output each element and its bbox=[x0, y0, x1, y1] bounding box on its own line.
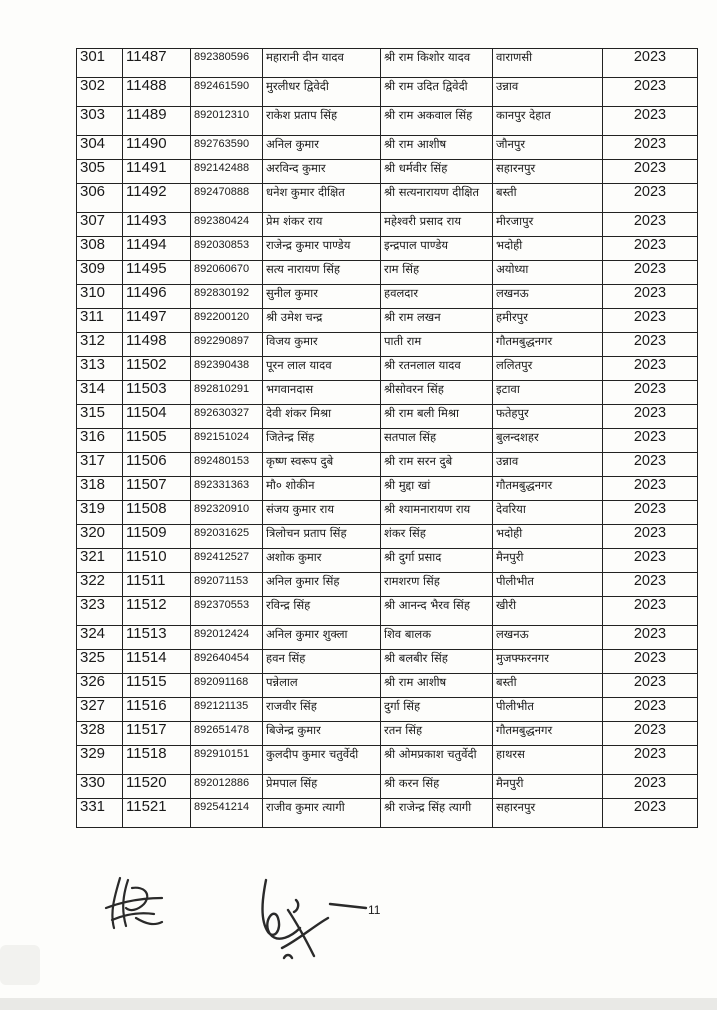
name-cell: अनिल कुमार bbox=[263, 136, 381, 160]
serial-number-cell: 322 bbox=[77, 573, 123, 597]
district-cell: देवरिया bbox=[493, 501, 603, 525]
year-cell: 2023 bbox=[603, 381, 698, 405]
table-row bbox=[77, 799, 698, 828]
registration-number-cell: 11521 bbox=[123, 799, 191, 828]
district-cell: पीलीभीत bbox=[493, 698, 603, 722]
district-cell: खीरी bbox=[493, 597, 603, 626]
serial-number-cell: 321 bbox=[77, 549, 123, 573]
id-number-cell: 892910151 bbox=[191, 746, 263, 775]
district-cell: बुलन्दशहर bbox=[493, 429, 603, 453]
table-row bbox=[77, 285, 698, 309]
year-cell: 2023 bbox=[603, 261, 698, 285]
district-cell: हमीरपुर bbox=[493, 309, 603, 333]
father-name-cell: श्री सत्यनारायण दीक्षित bbox=[381, 184, 493, 213]
serial-number-cell: 308 bbox=[77, 237, 123, 261]
name-cell: कुलदीप कुमार चतुर्वेदी bbox=[263, 746, 381, 775]
id-number-cell: 892470888 bbox=[191, 184, 263, 213]
id-number-cell: 892012886 bbox=[191, 775, 263, 799]
table-row bbox=[77, 405, 698, 429]
father-name-cell: दुर्गा सिंह bbox=[381, 698, 493, 722]
district-cell: अयोध्या bbox=[493, 261, 603, 285]
id-number-cell: 892200120 bbox=[191, 309, 263, 333]
name-cell: अरविन्द कुमार bbox=[263, 160, 381, 184]
father-name-cell: महेश्वरी प्रसाद राय bbox=[381, 213, 493, 237]
registration-number-cell: 11495 bbox=[123, 261, 191, 285]
table-row bbox=[77, 261, 698, 285]
year-cell: 2023 bbox=[603, 285, 698, 309]
name-cell: राजीव कुमार त्यागी bbox=[263, 799, 381, 828]
district-cell: सहारनपुर bbox=[493, 160, 603, 184]
name-cell: सुनील कुमार bbox=[263, 285, 381, 309]
year-cell: 2023 bbox=[603, 573, 698, 597]
district-cell: उन्नाव bbox=[493, 453, 603, 477]
district-cell: गौतमबुद्धनगर bbox=[493, 722, 603, 746]
serial-number-cell: 323 bbox=[77, 597, 123, 626]
table-row bbox=[77, 78, 698, 107]
father-name-cell: श्री राम अकवाल सिंह bbox=[381, 107, 493, 136]
registration-number-cell: 11506 bbox=[123, 453, 191, 477]
id-number-cell: 892012310 bbox=[191, 107, 263, 136]
year-cell: 2023 bbox=[603, 429, 698, 453]
table-row bbox=[77, 477, 698, 501]
table-row bbox=[77, 650, 698, 674]
id-number-cell: 892331363 bbox=[191, 477, 263, 501]
registration-number-cell: 11507 bbox=[123, 477, 191, 501]
registration-number-cell: 11498 bbox=[123, 333, 191, 357]
name-cell: देवी शंकर मिश्रा bbox=[263, 405, 381, 429]
name-cell: राकेश प्रताप सिंह bbox=[263, 107, 381, 136]
year-cell: 2023 bbox=[603, 722, 698, 746]
registration-number-cell: 11488 bbox=[123, 78, 191, 107]
father-name-cell: हवलदार bbox=[381, 285, 493, 309]
table-row bbox=[77, 333, 698, 357]
id-number-cell: 892390438 bbox=[191, 357, 263, 381]
district-cell: मैनपुरी bbox=[493, 775, 603, 799]
father-name-cell: श्री आनन्द भैरव सिंह bbox=[381, 597, 493, 626]
id-number-cell: 892091168 bbox=[191, 674, 263, 698]
serial-number-cell: 315 bbox=[77, 405, 123, 429]
page-number: 11 bbox=[368, 903, 381, 917]
table-row bbox=[77, 597, 698, 626]
registration-number-cell: 11520 bbox=[123, 775, 191, 799]
signature-center bbox=[248, 870, 368, 965]
id-number-cell: 892630327 bbox=[191, 405, 263, 429]
father-name-cell: श्री राम किशोर यादव bbox=[381, 49, 493, 78]
year-cell: 2023 bbox=[603, 453, 698, 477]
district-cell: मुजफ्फरनगर bbox=[493, 650, 603, 674]
year-cell: 2023 bbox=[603, 597, 698, 626]
name-cell: पूरन लाल यादव bbox=[263, 357, 381, 381]
district-cell: ललितपुर bbox=[493, 357, 603, 381]
registration-number-cell: 11516 bbox=[123, 698, 191, 722]
name-cell: भगवानदास bbox=[263, 381, 381, 405]
registration-number-cell: 11505 bbox=[123, 429, 191, 453]
registration-number-cell: 11491 bbox=[123, 160, 191, 184]
district-cell: कानपुर देहात bbox=[493, 107, 603, 136]
id-number-cell: 892012424 bbox=[191, 626, 263, 650]
registration-number-cell: 11512 bbox=[123, 597, 191, 626]
serial-number-cell: 312 bbox=[77, 333, 123, 357]
serial-number-cell: 328 bbox=[77, 722, 123, 746]
table-row bbox=[77, 49, 698, 78]
year-cell: 2023 bbox=[603, 549, 698, 573]
id-number-cell: 892320910 bbox=[191, 501, 263, 525]
id-number-cell: 892030853 bbox=[191, 237, 263, 261]
district-cell: भदोही bbox=[493, 237, 603, 261]
year-cell: 2023 bbox=[603, 525, 698, 549]
name-cell: राजवीर सिंह bbox=[263, 698, 381, 722]
father-name-cell: श्री राम सरन दुबे bbox=[381, 453, 493, 477]
father-name-cell: रतन सिंह bbox=[381, 722, 493, 746]
id-number-cell: 892071153 bbox=[191, 573, 263, 597]
year-cell: 2023 bbox=[603, 405, 698, 429]
table-row bbox=[77, 160, 698, 184]
year-cell: 2023 bbox=[603, 674, 698, 698]
id-number-cell: 892640454 bbox=[191, 650, 263, 674]
year-cell: 2023 bbox=[603, 799, 698, 828]
registration-number-cell: 11514 bbox=[123, 650, 191, 674]
registration-number-cell: 11493 bbox=[123, 213, 191, 237]
year-cell: 2023 bbox=[603, 160, 698, 184]
id-number-cell: 892380596 bbox=[191, 49, 263, 78]
district-cell: पीलीभीत bbox=[493, 573, 603, 597]
table-row bbox=[77, 501, 698, 525]
serial-number-cell: 310 bbox=[77, 285, 123, 309]
name-cell: धनेश कुमार दीक्षित bbox=[263, 184, 381, 213]
name-cell: अशोक कुमार bbox=[263, 549, 381, 573]
registration-number-cell: 11503 bbox=[123, 381, 191, 405]
serial-number-cell: 318 bbox=[77, 477, 123, 501]
father-name-cell: श्री राम आशीष bbox=[381, 136, 493, 160]
district-cell: मीरजापुर bbox=[493, 213, 603, 237]
id-number-cell: 892121135 bbox=[191, 698, 263, 722]
serial-number-cell: 311 bbox=[77, 309, 123, 333]
id-number-cell: 892412527 bbox=[191, 549, 263, 573]
serial-number-cell: 302 bbox=[77, 78, 123, 107]
serial-number-cell: 307 bbox=[77, 213, 123, 237]
serial-number-cell: 330 bbox=[77, 775, 123, 799]
father-name-cell: श्री करन सिंह bbox=[381, 775, 493, 799]
name-cell: हवन सिंह bbox=[263, 650, 381, 674]
district-cell: लखनऊ bbox=[493, 285, 603, 309]
registration-number-cell: 11504 bbox=[123, 405, 191, 429]
name-cell: त्रिलोचन प्रताप सिंह bbox=[263, 525, 381, 549]
name-cell: कृष्ण स्वरूप दुबे bbox=[263, 453, 381, 477]
father-name-cell: श्री मुद्दा खां bbox=[381, 477, 493, 501]
table-row bbox=[77, 453, 698, 477]
serial-number-cell: 326 bbox=[77, 674, 123, 698]
father-name-cell: सतपाल सिंह bbox=[381, 429, 493, 453]
id-number-cell: 892151024 bbox=[191, 429, 263, 453]
id-number-cell: 892763590 bbox=[191, 136, 263, 160]
father-name-cell: शिव बालक bbox=[381, 626, 493, 650]
id-number-cell: 892480153 bbox=[191, 453, 263, 477]
year-cell: 2023 bbox=[603, 650, 698, 674]
table-row bbox=[77, 213, 698, 237]
id-number-cell: 892541214 bbox=[191, 799, 263, 828]
year-cell: 2023 bbox=[603, 309, 698, 333]
table-row bbox=[77, 237, 698, 261]
district-cell: सहारनपुर bbox=[493, 799, 603, 828]
registration-number-cell: 11508 bbox=[123, 501, 191, 525]
id-number-cell: 892651478 bbox=[191, 722, 263, 746]
name-cell: संजय कुमार राय bbox=[263, 501, 381, 525]
id-number-cell: 892461590 bbox=[191, 78, 263, 107]
father-name-cell: श्री ओमप्रकाश चतुर्वेदी bbox=[381, 746, 493, 775]
district-cell: गौतमबुद्धनगर bbox=[493, 333, 603, 357]
district-cell: भदोही bbox=[493, 525, 603, 549]
year-cell: 2023 bbox=[603, 78, 698, 107]
father-name-cell: श्रीसोवरन सिंह bbox=[381, 381, 493, 405]
year-cell: 2023 bbox=[603, 107, 698, 136]
table-row bbox=[77, 429, 698, 453]
id-number-cell: 892290897 bbox=[191, 333, 263, 357]
table-row bbox=[77, 107, 698, 136]
id-number-cell: 892142488 bbox=[191, 160, 263, 184]
serial-number-cell: 320 bbox=[77, 525, 123, 549]
year-cell: 2023 bbox=[603, 333, 698, 357]
registration-number-cell: 11511 bbox=[123, 573, 191, 597]
father-name-cell: श्री राम आशीष bbox=[381, 674, 493, 698]
id-number-cell: 892830192 bbox=[191, 285, 263, 309]
serial-number-cell: 304 bbox=[77, 136, 123, 160]
serial-number-cell: 305 bbox=[77, 160, 123, 184]
id-number-cell: 892370553 bbox=[191, 597, 263, 626]
serial-number-cell: 317 bbox=[77, 453, 123, 477]
name-cell: महारानी दीन यादव bbox=[263, 49, 381, 78]
year-cell: 2023 bbox=[603, 49, 698, 78]
year-cell: 2023 bbox=[603, 357, 698, 381]
serial-number-cell: 316 bbox=[77, 429, 123, 453]
year-cell: 2023 bbox=[603, 477, 698, 501]
father-name-cell: श्री राम उदित द्विवेदी bbox=[381, 78, 493, 107]
name-cell: राजेन्द्र कुमार पाण्डेय bbox=[263, 237, 381, 261]
table-row bbox=[77, 775, 698, 799]
serial-number-cell: 303 bbox=[77, 107, 123, 136]
name-cell: अनिल कुमार शुक्ला bbox=[263, 626, 381, 650]
serial-number-cell: 331 bbox=[77, 799, 123, 828]
table-row bbox=[77, 626, 698, 650]
father-name-cell: श्री रतनलाल यादव bbox=[381, 357, 493, 381]
father-name-cell: श्री बलबीर सिंह bbox=[381, 650, 493, 674]
serial-number-cell: 325 bbox=[77, 650, 123, 674]
serial-number-cell: 327 bbox=[77, 698, 123, 722]
name-cell: प्रेम शंकर राय bbox=[263, 213, 381, 237]
serial-number-cell: 306 bbox=[77, 184, 123, 213]
roster-body bbox=[77, 49, 698, 828]
registration-number-cell: 11494 bbox=[123, 237, 191, 261]
name-cell: रविन्द्र सिंह bbox=[263, 597, 381, 626]
table-row bbox=[77, 698, 698, 722]
registration-number-cell: 11518 bbox=[123, 746, 191, 775]
district-cell: गौतमबुद्धनगर bbox=[493, 477, 603, 501]
name-cell: विजय कुमार bbox=[263, 333, 381, 357]
table-row bbox=[77, 525, 698, 549]
district-cell: जौनपुर bbox=[493, 136, 603, 160]
father-name-cell: श्री दुर्गा प्रसाद bbox=[381, 549, 493, 573]
signature-left bbox=[92, 868, 172, 938]
registration-number-cell: 11517 bbox=[123, 722, 191, 746]
district-cell: इटावा bbox=[493, 381, 603, 405]
father-name-cell: पाती राम bbox=[381, 333, 493, 357]
name-cell: सत्य नारायण सिंह bbox=[263, 261, 381, 285]
table-row bbox=[77, 722, 698, 746]
year-cell: 2023 bbox=[603, 237, 698, 261]
registration-number-cell: 11487 bbox=[123, 49, 191, 78]
name-cell: श्री उमेश चन्द्र bbox=[263, 309, 381, 333]
name-cell: बिजेन्द्र कुमार bbox=[263, 722, 381, 746]
serial-number-cell: 324 bbox=[77, 626, 123, 650]
serial-number-cell: 319 bbox=[77, 501, 123, 525]
father-name-cell: श्री राम लखन bbox=[381, 309, 493, 333]
table-row bbox=[77, 549, 698, 573]
district-cell: बस्ती bbox=[493, 674, 603, 698]
district-cell: हाथरस bbox=[493, 746, 603, 775]
year-cell: 2023 bbox=[603, 746, 698, 775]
district-cell: फतेहपुर bbox=[493, 405, 603, 429]
registration-number-cell: 11497 bbox=[123, 309, 191, 333]
father-name-cell: श्री राम बली मिश्रा bbox=[381, 405, 493, 429]
serial-number-cell: 329 bbox=[77, 746, 123, 775]
district-cell: उन्नाव bbox=[493, 78, 603, 107]
father-name-cell: इन्द्रपाल पाण्डेय bbox=[381, 237, 493, 261]
table-row bbox=[77, 381, 698, 405]
table-row bbox=[77, 573, 698, 597]
registration-number-cell: 11509 bbox=[123, 525, 191, 549]
registration-number-cell: 11510 bbox=[123, 549, 191, 573]
father-name-cell: राम सिंह bbox=[381, 261, 493, 285]
father-name-cell: श्री श्यामनारायण राय bbox=[381, 501, 493, 525]
district-cell: बस्ती bbox=[493, 184, 603, 213]
serial-number-cell: 309 bbox=[77, 261, 123, 285]
scan-corner-mark bbox=[0, 945, 40, 985]
serial-number-cell: 314 bbox=[77, 381, 123, 405]
father-name-cell: रामशरण सिंह bbox=[381, 573, 493, 597]
registration-number-cell: 11502 bbox=[123, 357, 191, 381]
registration-number-cell: 11490 bbox=[123, 136, 191, 160]
serial-number-cell: 313 bbox=[77, 357, 123, 381]
table-row bbox=[77, 136, 698, 160]
year-cell: 2023 bbox=[603, 184, 698, 213]
year-cell: 2023 bbox=[603, 501, 698, 525]
name-cell: जितेन्द्र सिंह bbox=[263, 429, 381, 453]
registration-number-cell: 11489 bbox=[123, 107, 191, 136]
name-cell: पन्नेलाल bbox=[263, 674, 381, 698]
serial-number-cell: 301 bbox=[77, 49, 123, 78]
scan-bottom-edge bbox=[0, 998, 717, 1010]
district-cell: लखनऊ bbox=[493, 626, 603, 650]
registration-number-cell: 11515 bbox=[123, 674, 191, 698]
table-row bbox=[77, 309, 698, 333]
year-cell: 2023 bbox=[603, 626, 698, 650]
year-cell: 2023 bbox=[603, 136, 698, 160]
id-number-cell: 892031625 bbox=[191, 525, 263, 549]
father-name-cell: श्री राजेन्द्र सिंह त्यागी bbox=[381, 799, 493, 828]
id-number-cell: 892380424 bbox=[191, 213, 263, 237]
father-name-cell: शंकर सिंह bbox=[381, 525, 493, 549]
district-cell: मैनपुरी bbox=[493, 549, 603, 573]
name-cell: मुरलीधर द्विवेदी bbox=[263, 78, 381, 107]
table-row bbox=[77, 746, 698, 775]
district-cell: वाराणसी bbox=[493, 49, 603, 78]
father-name-cell: श्री धर्मवीर सिंह bbox=[381, 160, 493, 184]
registration-number-cell: 11513 bbox=[123, 626, 191, 650]
registration-number-cell: 11492 bbox=[123, 184, 191, 213]
roster-table bbox=[76, 48, 698, 828]
name-cell: मौ० शोकीन bbox=[263, 477, 381, 501]
name-cell: प्रेमपाल सिंह bbox=[263, 775, 381, 799]
year-cell: 2023 bbox=[603, 213, 698, 237]
table-row bbox=[77, 357, 698, 381]
table-row bbox=[77, 184, 698, 213]
registration-number-cell: 11496 bbox=[123, 285, 191, 309]
year-cell: 2023 bbox=[603, 775, 698, 799]
id-number-cell: 892810291 bbox=[191, 381, 263, 405]
id-number-cell: 892060670 bbox=[191, 261, 263, 285]
table-row bbox=[77, 674, 698, 698]
name-cell: अनिल कुमार सिंह bbox=[263, 573, 381, 597]
year-cell: 2023 bbox=[603, 698, 698, 722]
